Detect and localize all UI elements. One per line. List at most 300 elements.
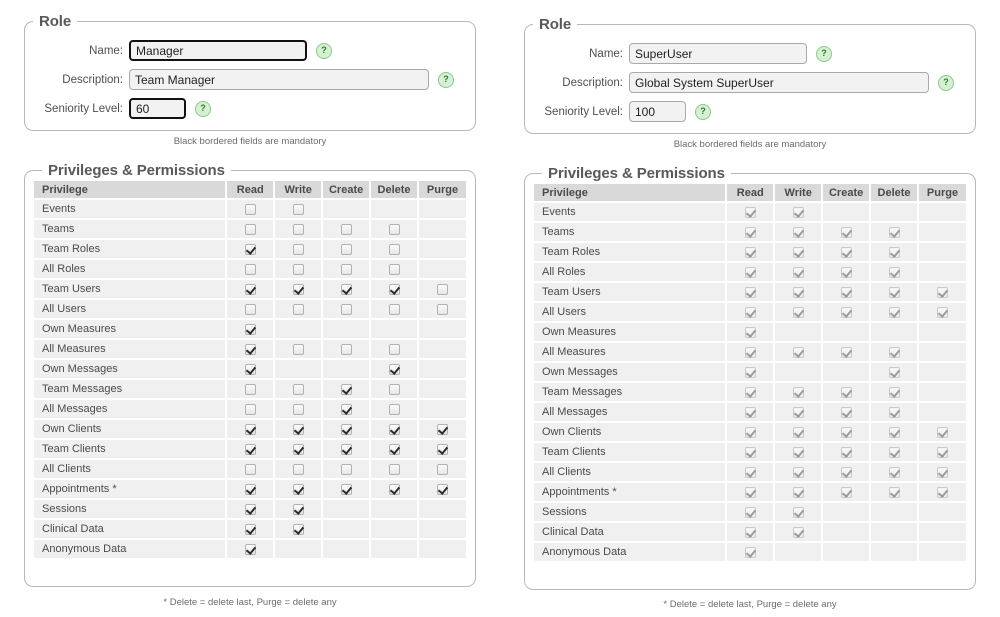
permission-cell-read [226, 439, 274, 459]
permission-checkbox[interactable] [245, 364, 256, 375]
permission-cell-write [274, 339, 322, 359]
permission-cell-delete [370, 339, 418, 359]
permission-checkbox [937, 287, 948, 298]
permission-cell-delete [870, 442, 918, 462]
permission-cell-create [322, 419, 370, 439]
help-icon[interactable]: ? [816, 46, 832, 62]
help-icon[interactable]: ? [316, 43, 332, 59]
permission-cell-read [226, 499, 274, 519]
permission-cell-purge [418, 299, 466, 319]
table-row [34, 459, 466, 479]
permission-checkbox[interactable] [293, 344, 304, 355]
privilege-name-cell: Teams [534, 222, 726, 242]
permission-checkbox [793, 527, 804, 538]
privileges-footnote: * Delete = delete last, Purge = delete any [163, 597, 337, 608]
permission-checkbox [745, 347, 756, 358]
permission-checkbox[interactable] [293, 244, 304, 255]
permission-cell-create [322, 379, 370, 399]
permission-checkbox[interactable] [245, 424, 256, 435]
permission-checkbox[interactable] [389, 484, 400, 495]
privileges-table-body [534, 202, 966, 561]
role-seniority-row [25, 98, 475, 119]
permission-cell-purge [918, 442, 966, 462]
permission-cell-read [226, 239, 274, 259]
permission-cell-read [226, 339, 274, 359]
permission-checkbox [889, 427, 900, 438]
permission-cell-read [226, 319, 274, 339]
column-header-privilege: Privilege [534, 184, 726, 202]
permission-cell-delete [870, 282, 918, 302]
permission-checkbox [841, 467, 852, 478]
permission-cell-purge [418, 379, 466, 399]
permission-cell-create [822, 422, 870, 442]
permission-cell-purge [918, 282, 966, 302]
table-row [534, 542, 966, 561]
permission-checkbox[interactable] [293, 284, 304, 295]
table-row [34, 419, 466, 439]
permission-cell-delete [870, 542, 918, 561]
permission-cell-read [726, 502, 774, 522]
permission-checkbox [793, 427, 804, 438]
privileges-table-body [34, 199, 466, 558]
permission-cell-delete [370, 519, 418, 539]
permission-cell-write [774, 522, 822, 542]
role-description-label: Description: [62, 73, 123, 86]
privilege-name-cell: Team Users [34, 279, 226, 299]
permission-checkbox [745, 207, 756, 218]
permission-checkbox [745, 327, 756, 338]
permission-checkbox [889, 267, 900, 278]
permission-checkbox [841, 287, 852, 298]
permission-checkbox [793, 307, 804, 318]
permission-cell-write [274, 499, 322, 519]
permission-cell-purge [418, 319, 466, 339]
permission-checkbox[interactable] [389, 244, 400, 255]
permission-checkbox[interactable] [293, 484, 304, 495]
role-name-input[interactable] [629, 43, 807, 64]
permission-cell-write [274, 199, 322, 219]
permission-checkbox[interactable] [293, 404, 304, 415]
permission-cell-delete [870, 402, 918, 422]
permission-checkbox [841, 407, 852, 418]
permission-cell-write [774, 502, 822, 522]
permission-cell-create [322, 259, 370, 279]
permission-checkbox [937, 427, 948, 438]
permission-checkbox [841, 487, 852, 498]
permission-cell-create [322, 519, 370, 539]
permission-checkbox[interactable] [389, 284, 400, 295]
permission-cell-purge [418, 519, 466, 539]
permission-checkbox [745, 407, 756, 418]
permission-checkbox [793, 407, 804, 418]
permission-cell-delete [370, 439, 418, 459]
permission-cell-delete [870, 322, 918, 342]
permission-cell-read [726, 402, 774, 422]
permission-cell-write [274, 419, 322, 439]
permission-checkbox [793, 347, 804, 358]
permission-checkbox[interactable] [341, 344, 352, 355]
privilege-name-cell: Team Clients [534, 442, 726, 462]
permission-cell-read [726, 362, 774, 382]
permission-checkbox[interactable] [293, 204, 304, 215]
permission-cell-delete [370, 499, 418, 519]
privileges-fieldset [24, 162, 476, 587]
permission-checkbox [793, 287, 804, 298]
permission-checkbox[interactable] [293, 224, 304, 235]
privilege-name-cell: Own Measures [34, 319, 226, 339]
permission-checkbox [745, 227, 756, 238]
permission-checkbox [841, 307, 852, 318]
permission-cell-write [274, 479, 322, 499]
permission-cell-delete [870, 302, 918, 322]
permission-checkbox[interactable] [341, 424, 352, 435]
permission-cell-delete [370, 319, 418, 339]
permission-checkbox [841, 347, 852, 358]
table-row [34, 499, 466, 519]
privilege-name-cell: Own Clients [534, 422, 726, 442]
permission-checkbox[interactable] [245, 544, 256, 555]
permission-cell-create [322, 399, 370, 419]
permission-checkbox[interactable] [245, 204, 256, 215]
permission-checkbox [745, 467, 756, 478]
table-row [34, 239, 466, 259]
privileges-legend: Privileges & Permissions [48, 162, 225, 179]
permission-checkbox[interactable] [437, 284, 448, 295]
permission-checkbox[interactable] [437, 464, 448, 475]
column-header-write: Write [774, 184, 822, 202]
table-row [34, 299, 466, 319]
column-header-write: Write [274, 181, 322, 199]
permission-cell-create [822, 442, 870, 462]
permission-cell-purge [418, 479, 466, 499]
permission-checkbox [889, 387, 900, 398]
permission-checkbox[interactable] [341, 484, 352, 495]
help-icon[interactable]: ? [195, 101, 211, 117]
permission-cell-read [726, 382, 774, 402]
table-row [34, 479, 466, 499]
help-icon[interactable]: ? [695, 104, 711, 120]
privilege-name-cell: Clinical Data [34, 519, 226, 539]
privilege-name-cell: All Measures [34, 339, 226, 359]
permission-checkbox[interactable] [245, 264, 256, 275]
table-row [34, 379, 466, 399]
column-header-privilege: Privilege [34, 181, 226, 199]
permission-checkbox [745, 547, 756, 558]
permission-cell-read [226, 399, 274, 419]
privilege-name-cell: Own Measures [534, 322, 726, 342]
permission-checkbox[interactable] [245, 304, 256, 315]
table-row [34, 259, 466, 279]
permission-checkbox[interactable] [341, 244, 352, 255]
permission-checkbox [793, 487, 804, 498]
privilege-name-cell: Own Messages [534, 362, 726, 382]
permission-checkbox [745, 487, 756, 498]
permission-cell-purge [918, 222, 966, 242]
permission-cell-purge [918, 242, 966, 262]
table-header-row [34, 181, 466, 199]
permission-cell-create [822, 342, 870, 362]
permission-cell-create [822, 322, 870, 342]
role-description-input[interactable] [129, 69, 429, 90]
permission-cell-read [726, 342, 774, 362]
permission-cell-write [774, 422, 822, 442]
table-row [34, 399, 466, 419]
privileges-table-head [34, 181, 466, 199]
permission-checkbox[interactable] [389, 384, 400, 395]
permission-cell-create [822, 502, 870, 522]
permission-checkbox[interactable] [245, 524, 256, 535]
permission-cell-write [774, 362, 822, 382]
permission-cell-purge [418, 399, 466, 419]
permission-cell-read [726, 302, 774, 322]
permission-checkbox[interactable] [389, 364, 400, 375]
role-fieldset [524, 16, 976, 134]
table-row [34, 439, 466, 459]
permission-checkbox[interactable] [245, 444, 256, 455]
permission-checkbox[interactable] [245, 324, 256, 335]
permission-cell-read [726, 322, 774, 342]
permission-cell-write [774, 482, 822, 502]
permission-cell-create [322, 539, 370, 558]
table-header-row [534, 184, 966, 202]
permission-cell-read [226, 299, 274, 319]
permission-checkbox[interactable] [341, 404, 352, 415]
permission-checkbox [889, 467, 900, 478]
permission-cell-write [774, 242, 822, 262]
permission-cell-delete [870, 342, 918, 362]
permission-cell-read [226, 199, 274, 219]
column-header-read: Read [726, 184, 774, 202]
column-header-delete: Delete [370, 181, 418, 199]
table-row [34, 519, 466, 539]
privilege-name-cell: Team Users [534, 282, 726, 302]
table-row [534, 482, 966, 502]
permission-cell-purge [918, 262, 966, 282]
permission-checkbox[interactable] [293, 504, 304, 515]
permission-cell-create [822, 482, 870, 502]
privilege-name-cell: Own Clients [34, 419, 226, 439]
permission-checkbox[interactable] [293, 524, 304, 535]
permission-checkbox[interactable] [293, 464, 304, 475]
permission-cell-write [274, 539, 322, 558]
permission-checkbox[interactable] [245, 464, 256, 475]
permission-checkbox[interactable] [245, 504, 256, 515]
permission-cell-delete [870, 522, 918, 542]
permission-cell-delete [370, 479, 418, 499]
table-row [534, 202, 966, 222]
permission-cell-delete [870, 482, 918, 502]
permission-checkbox[interactable] [389, 444, 400, 455]
permission-cell-purge [418, 459, 466, 479]
permission-checkbox [745, 247, 756, 258]
permission-cell-write [274, 239, 322, 259]
permission-checkbox[interactable] [245, 244, 256, 255]
permission-cell-purge [918, 202, 966, 222]
privilege-name-cell: Clinical Data [534, 522, 726, 542]
permission-cell-read [726, 242, 774, 262]
permission-checkbox[interactable] [293, 304, 304, 315]
permission-cell-purge [918, 502, 966, 522]
permission-checkbox [841, 427, 852, 438]
permission-checkbox[interactable] [245, 344, 256, 355]
permission-checkbox[interactable] [293, 384, 304, 395]
permission-cell-purge [418, 219, 466, 239]
table-row [34, 359, 466, 379]
permission-cell-purge [918, 482, 966, 502]
permission-cell-delete [870, 262, 918, 282]
role-name-input[interactable] [129, 40, 307, 61]
permission-cell-delete [870, 462, 918, 482]
privilege-name-cell: Team Roles [534, 242, 726, 262]
permission-checkbox [889, 347, 900, 358]
permission-checkbox [793, 227, 804, 238]
permission-checkbox[interactable] [245, 284, 256, 295]
permission-checkbox[interactable] [341, 444, 352, 455]
permission-checkbox[interactable] [389, 424, 400, 435]
permission-checkbox[interactable] [341, 224, 352, 235]
help-icon[interactable]: ? [438, 72, 454, 88]
table-row [534, 462, 966, 482]
permission-checkbox[interactable] [341, 384, 352, 395]
permission-checkbox[interactable] [389, 304, 400, 315]
privilege-name-cell: All Users [34, 299, 226, 319]
permission-cell-read [726, 262, 774, 282]
permission-cell-write [274, 299, 322, 319]
permission-cell-write [774, 402, 822, 422]
permission-checkbox[interactable] [245, 484, 256, 495]
permission-checkbox[interactable] [293, 424, 304, 435]
permission-cell-purge [918, 542, 966, 561]
permission-checkbox [745, 387, 756, 398]
privilege-name-cell: All Roles [34, 259, 226, 279]
permission-checkbox[interactable] [389, 344, 400, 355]
permission-checkbox[interactable] [245, 384, 256, 395]
permission-cell-write [774, 282, 822, 302]
permission-checkbox [745, 307, 756, 318]
permission-checkbox[interactable] [389, 464, 400, 475]
permission-cell-read [226, 419, 274, 439]
permission-cell-read [726, 282, 774, 302]
permission-checkbox[interactable] [341, 264, 352, 275]
permission-checkbox[interactable] [341, 284, 352, 295]
permission-checkbox[interactable] [293, 444, 304, 455]
permission-checkbox [841, 267, 852, 278]
permission-cell-write [274, 399, 322, 419]
permission-checkbox[interactable] [437, 484, 448, 495]
role-legend: Role [39, 13, 72, 30]
permission-checkbox[interactable] [341, 304, 352, 315]
column-header-delete: Delete [870, 184, 918, 202]
permission-cell-read [226, 279, 274, 299]
role-seniority-row [525, 101, 975, 122]
permission-checkbox [793, 507, 804, 518]
permission-cell-create [322, 459, 370, 479]
permission-checkbox [841, 387, 852, 398]
permission-cell-purge [418, 419, 466, 439]
permission-checkbox[interactable] [293, 264, 304, 275]
permission-cell-delete [870, 422, 918, 442]
help-icon[interactable]: ? [938, 75, 954, 91]
permission-checkbox [745, 287, 756, 298]
permission-checkbox[interactable] [389, 264, 400, 275]
permission-checkbox[interactable] [245, 404, 256, 415]
permission-cell-read [226, 219, 274, 239]
permission-cell-delete [370, 219, 418, 239]
table-row [534, 322, 966, 342]
role-seniority-label: Seniority Level: [44, 102, 123, 115]
role-seniority-input[interactable] [629, 101, 686, 122]
permission-cell-write [274, 279, 322, 299]
permission-cell-write [774, 222, 822, 242]
permission-cell-delete [370, 239, 418, 259]
permission-checkbox [889, 247, 900, 258]
permission-cell-delete [870, 382, 918, 402]
permission-checkbox [745, 267, 756, 278]
privilege-name-cell: Team Messages [34, 379, 226, 399]
permission-checkbox[interactable] [437, 444, 448, 455]
table-row [534, 422, 966, 442]
privilege-name-cell: Teams [34, 219, 226, 239]
permission-cell-write [774, 302, 822, 322]
permission-checkbox [793, 267, 804, 278]
permission-cell-delete [370, 199, 418, 219]
privilege-name-cell: Appointments * [34, 479, 226, 499]
permission-cell-read [226, 479, 274, 499]
permission-cell-delete [370, 359, 418, 379]
permission-cell-create [822, 402, 870, 422]
permission-cell-write [774, 202, 822, 222]
privilege-name-cell: Team Clients [34, 439, 226, 459]
privilege-name-cell: All Messages [534, 402, 726, 422]
role-name-row [525, 43, 975, 64]
permission-cell-create [322, 279, 370, 299]
role-description-input[interactable] [629, 72, 929, 93]
permission-cell-purge [418, 499, 466, 519]
table-row [34, 339, 466, 359]
permission-checkbox [937, 307, 948, 318]
permission-checkbox[interactable] [437, 304, 448, 315]
permission-cell-write [774, 322, 822, 342]
role-seniority-input[interactable] [129, 98, 186, 119]
permission-cell-read [726, 222, 774, 242]
permission-checkbox[interactable] [341, 464, 352, 475]
role-name-label: Name: [89, 44, 123, 57]
role-description-label: Description: [562, 76, 623, 89]
permission-cell-delete [370, 379, 418, 399]
permission-cell-create [822, 302, 870, 322]
privileges-table [34, 181, 466, 558]
table-row [34, 539, 466, 558]
permission-cell-create [822, 522, 870, 542]
permission-cell-create [822, 382, 870, 402]
table-row [534, 522, 966, 542]
table-row [534, 502, 966, 522]
permission-checkbox [841, 227, 852, 238]
permission-cell-read [226, 539, 274, 558]
permission-checkbox[interactable] [437, 424, 448, 435]
permission-checkbox [937, 467, 948, 478]
privilege-name-cell: Sessions [34, 499, 226, 519]
permission-cell-write [774, 542, 822, 561]
permission-checkbox[interactable] [389, 224, 400, 235]
permission-checkbox[interactable] [389, 404, 400, 415]
permission-cell-create [822, 362, 870, 382]
permission-cell-delete [870, 362, 918, 382]
role-fieldset [24, 13, 476, 131]
permission-cell-delete [370, 459, 418, 479]
permission-cell-read [726, 422, 774, 442]
permission-checkbox[interactable] [245, 224, 256, 235]
